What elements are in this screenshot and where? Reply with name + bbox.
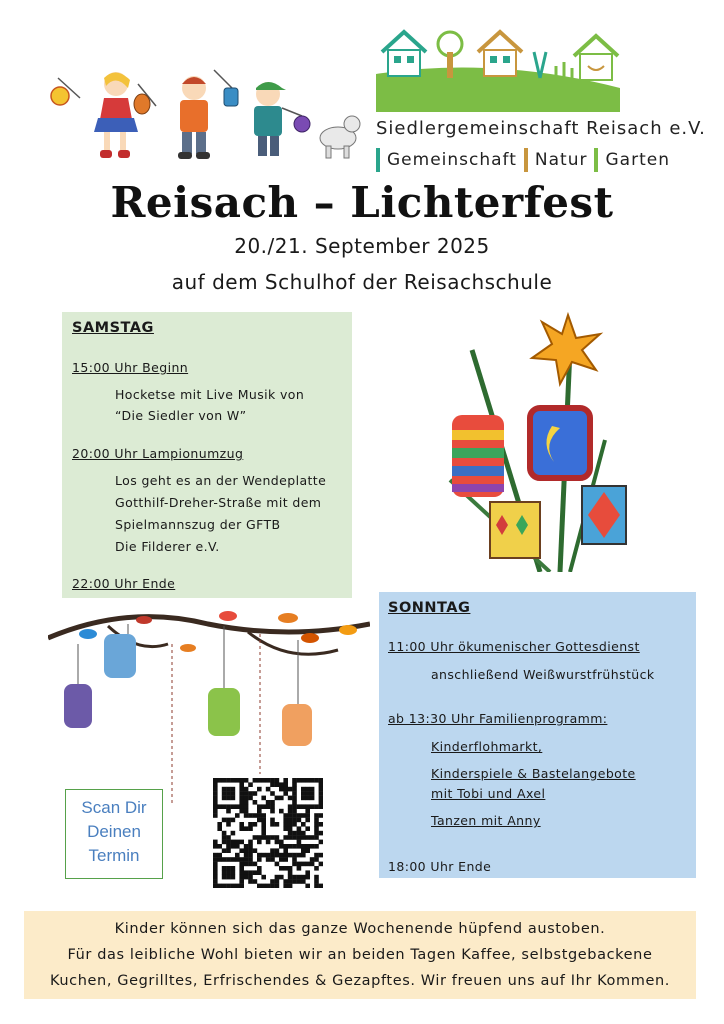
sunday-service-detail: anschließend Weißwurstfrühstück [431,667,655,682]
footer-line-1: Kinder können sich das ganze Wochenende hüpfend austoben. [114,921,606,937]
saturday-parade-detail-2: Gotthilf-Dreher-Straße mit dem [115,495,322,510]
saturday-parade-detail-4: Die Filderer e.V. [115,539,220,554]
scan-hint-line-3: Termin [88,846,140,865]
saturday-end-time: 22:00 Uhr Ende [72,576,176,591]
event-venue: auf dem Schulhof der Reisachschule [171,270,553,294]
saturday-start-detail-1: Hocketse mit Live Musik von [115,387,305,402]
saturday-heading: SAMSTAG [72,320,154,336]
event-date: 20./21. September 2025 [234,234,490,258]
saturday-start-detail-2: “Die Siedler von W” [115,408,247,423]
tagline-garden: Garten [605,150,670,170]
footer-line-2: Für das leibliche Wohl bieten wir an beiden Tagen Kaffee, selbstgebackene [67,947,653,963]
saturday-parade-detail-3: Spielmannszug der GFTB [115,517,281,532]
tagline-bar-1 [376,148,380,172]
organization-logo [370,18,708,178]
scan-hint-line-1: Scan Dir [81,798,147,817]
sunday-program-item-3: mit Tobi und Axel [431,786,546,801]
qr-code[interactable] [213,778,323,888]
sunday-heading: SONNTAG [388,600,471,616]
sunday-program-item-1: Kinderflohmarkt, [431,739,543,754]
footer-line-3: Kuchen, Gegrilltes, Erfrischendes & Gezapftes. Wir freuen uns auf Ihr Kommen. [50,973,670,989]
sunday-program-item-2: Kinderspiele & Bastelangebote [431,766,636,781]
scan-hint-box [65,789,163,879]
tagline-community: Gemeinschaft [387,150,517,170]
saturday-parade-detail-1: Los geht es an der Wendeplatte [115,473,327,488]
tagline-bar-2 [524,148,528,172]
tagline-nature: Natur [534,150,588,170]
saturday-schedule [62,312,352,598]
organization-name: Siedlergemeinschaft Reisach e.V. [376,118,706,139]
sunday-program-item-4: Tanzen mit Anny [431,813,541,828]
sunday-program: ab 13:30 Uhr Familienprogramm: [388,711,608,726]
sunday-schedule [379,592,696,878]
organization-tagline [376,148,670,172]
lanterns-illustration [420,310,630,572]
scan-hint-line-2: Deinen [87,822,141,841]
kids-with-lanterns-illustration [46,58,366,166]
saturday-parade-time: 20:00 Uhr Lampionumzug [72,446,244,461]
saturday-start-time: 15:00 Uhr Beginn [72,360,189,375]
sunday-service: 11:00 Uhr ökumenischer Gottesdienst [388,639,640,654]
sunday-end-time: 18:00 Uhr Ende [388,859,492,874]
footer-info [24,911,696,999]
event-title: Reisach – Lichterfest [110,178,614,227]
logo-graphic [374,22,624,112]
tagline-bar-3 [594,148,598,172]
